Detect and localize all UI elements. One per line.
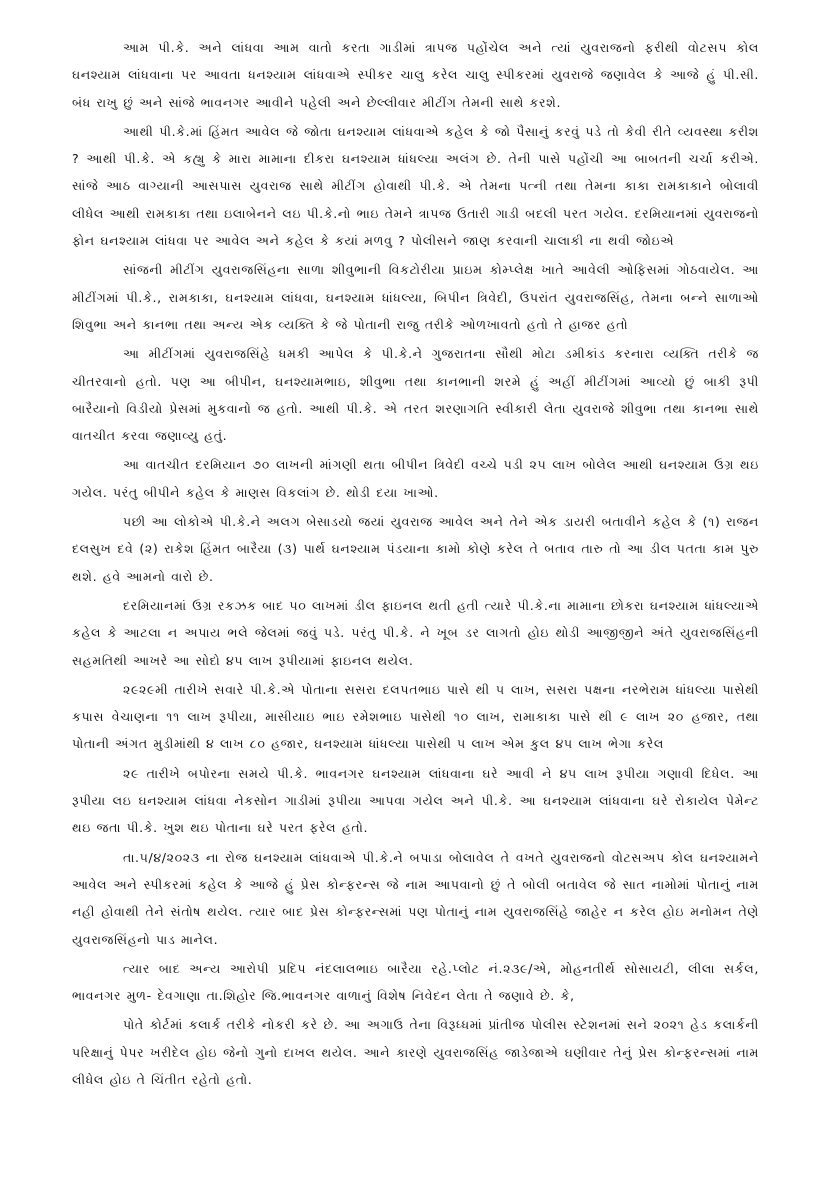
paragraph-10: તા.૫/૪/૨૦૨૩ ના રોજ ઘનશ્યામ લાંધવાએ પી.કે.ને બપાડા બોલાવેલ તે વખતે યુવરાજનો વોટસઅપ કોલ ઘનશ્યામને આવેલ અને સ્પીકરમાં કહેલ કે આજે હું પ્રેસ કોન્ફરન્સ જે નામ આપવાનો છું તે બોલી બતાવેલ જે સાત નામોમાં પોતાનું નામ નહી હોવાથી તેને સંતોષ થયેલ. ત્યાર બાદ પ્રેસ કોન્ફરન્સમાં પણ પોતાનું નામ યુવરાજસિંહે જાહેર ન કરેલ હોઇ મનોમન તેણે યુવરાજસિંહનો પાડ માનેલ. <box>72 849 759 947</box>
paragraph-5: આ વાતચીત દરમિયાન ૭૦ લાખની માંગણી થતા બીપીન ત્રિવેદી વચ્ચે પડી ૨૫ લાખ બોલેલ આથી ઘનશ્યામ ઉગ્ર થઇ ગયેલ. પરંતુ બીપીને કહેલ કે માણસ વિકલાંગ છે. થોડી દયા ખાઓ. <box>72 457 759 500</box>
paragraph-12: પોતે કોર્ટમાં કલાર્ક તરીકે નોકરી કરે છે. આ અગાઉ તેના વિરૂધ્ધમાં પ્રાંતીજ પોલીસ સ્ટેશનમાં સને ૨૦૨૧ હેડ કલાર્કની પરિક્ષાનું પેપર ખરીદેલ હોઇ જેનો ગુનો દાખલ થયેલ. આને કારણે યુવરાજસિંહ જાડેજાએ ઘણીવાર તેનું પ્રેસ કોન્ફરન્સમાં નામ લીધેલ હોઇ તે ચિંતીત રહેતો હતો. <box>72 1017 759 1087</box>
paragraph-7: દરમિયાનમાં ઉગ્ર રકઝક બાદ ૫૦ લાખમાં ડીલ ફાઇનલ થતી હતી ત્યારે પી.કે.ના મામાના છોકરા ઘનશ્યામ ધાંધલ્યાએ કહેલ કે આટલા ન અપાય ભલે જેલમાં જવું પડે. પરંતુ પી.કે. ને ખૂબ ડર લાગતો હોઇ થોડી આજીજીને અંતે યુવરાજસિંહની સહમતિથી આખરે આ સોદો ૪૫ લાખ રૂપીયામાં ફાઇનલ થયેલ. <box>72 597 759 668</box>
paragraph-11: ત્યાર બાદ અન્ય આરોપી પ્રદિપ નંદલાલભાઇ બારૈયા રહે.પ્લોટ નં.૨૩૯/એ, મોહનતીર્થ સોસાયટી, લીલા સર્કલ, ભાવનગર મુળ- દેવગાણા તા.શિહોર જિ.ભાવનગર વાળાનું વિશેષ નિવેદન લેતા તે જણાવે છે. કે, <box>72 960 759 1004</box>
paragraph-4: આ મીટીંગમાં યુવરાજસિંહે ધમકી આપેલ કે પી.કે.ને ગુજરાતના સૌથી મોટા ડમીકાંડ કરનારા વ્યક્તિ તરીકે જ ચીતરવાનો હતો. પણ આ બીપીન, ઘનશ્યામભાઇ, શીવુભા તથા કાનભાની શરમે હું અહીં મીટીંગમાં આવ્યો છું બાકી રૂપી બારૈયાનો વિડીયો પ્રેસમાં મુકવાનો જ હતો. આથી પી.કે. એ તરત શરણાગતિ સ્વીકારી લેતા યુવરાજે શીવુભા તથા કાનભા સાથે વાતચીત કરવા જણાવ્યુ હતું. <box>72 346 759 444</box>
paragraph-1: આમ પી.કે. અને લાંધવા આમ વાતો કરતા ગાડીમાં ત્રાપજ પહોંચેલ અને ત્યાં યુવરાજનો ફરીથી વોટસપ કોલ ઘનશ્યામ લાંધવાના પર આવતા ધનશ્યામ લાંધવાએ સ્પીકર ચાલુ કરેલ ચાલુ સ્પીકરમાં યુવરાજે જણાવેલ કે આજે હું પી.સી. બંધ રાખુ છું અને સાંજે ભાવનગર આવીને પહેલી અને છેલ્લીવાર મીટીંગ તેમની સાથે કરશે. <box>72 40 759 110</box>
paragraph-3: સાંજની મીટીંગ યુવરાજસિંહના સાળા શીવુભાની વિકટોરીયા પ્રાઇમ કોમ્પ્લેક્ષ ખાતે આવેલી ઓફિસમાં ગોઠવાયેલ. આ મીટીંગમાં પી.કે., રામકાકા, ઘનશ્યામ લાંધવા, ઘનશ્યામ ધાંધલ્યા, બિપીન ત્રિવેદી, ઉપરાંત યુવરાજસિંહ, તેમના બન્ને સાળાઓ શિવુભા અને કાનભા તથા અન્ય એક વ્યક્તિ કે જે પોતાની રાજુ તરીકે ઓળખાવતો હતો તે હાજર હતો <box>72 262 759 332</box>
paragraph-8: ૨૯૨૯મી તારીખે સવારે પી.કે.એ પોતાના સસરા દલપતભાઇ પાસે થી ૫ લાખ, સસરા પક્ષના નરભેરામ ધાંધલ્યા પાસેથી કપાસ વેચાણના ૧૧ લાખ રૂપીયા, માસીયાઇ ભાઇ રમેશભાઇ પાસેથી ૧૦ લાખ, રામાકાકા પાસે થી ૯ લાખ ૨૦ હજાર, તથા પોતાની અંગત મુડીમાંથી ૪ લાખ ૮૦ હજાર, ઘનશ્યામ ધાંધલ્યા પાસેથી ૫ લાખ એમ કુલ ૪૫ લાખ ભેગા કરેલ <box>72 681 759 752</box>
paragraph-6: પછી આ લોકોએ પી.કે.ને અલગ બેસાડયો જયાં યુવરાજ આવેલ અને તેને એક ડાયરી બતાવીને કહેલ કે (૧) રાજન દલસુખ દવે (૨) રાકેશ હિંમત બારૈયા (૩) પાર્થ ઘનશ્યામ પંડયાના કામો કોણે કરેલ તે બતાવ તારુ તો આ ડીલ પતતા કામ પુરુ થશે. હવે આમનો વારો છે. <box>72 514 759 584</box>
paragraph-9: ૨૯ તારીખે બપોરના સમયે પી.કે. ભાવનગર ઘનશ્યામ લાંધવાના ઘરે આવી ને ૪૫ લાખ રૂપીયા ગણાવી દિધેલ. આ રૂપીયા લઇ ઘનશ્યામ લાંધવા નેકસોન ગાડીમાં રૂપીયા આપવા ગયેલ અને પી.કે. આ ઘનશ્યામ લાંધવાના ઘરે રોકાયેલ પેમેન્ટ થઇ જતા પી.કે. ખુશ થઇ પોતાના ઘરે પરત ફરેલ હતો. <box>72 765 759 836</box>
paragraph-2: આથી પી.કે.માં હિંમત આવેલ જે જોતા ઘનશ્યામ લાંધવાએ કહેલ કે જો પૈસાનું કરવું પડે તો કેવી રીતે વ્યવસ્થા કરીશ ? આથી પી.કે. એ કહ્યુ કે મારા મામાના દીકરા ઘનશ્યામ ધાંધલ્યા અલંગ છે. તેની પાસે પહોંચી આ બાબતની ચર્ચા કરીએ. સાંજે આઠ વાગ્યાની આસપાસ યુવરાજ સાથે મીટીંગ હોવાથી પી.કે. એ તેમના પત્ની તથા તેમના કાકા રામકાકાને બોલાવી લીધેલ આથી રામકાકા તથા ઇલાબેનને લઇ પી.કે.નો ભાઇ તેમને ત્રાપજ ઉતારી ગાડી બદલી પરત ગયેલ. દરમિયાનમાં યુવરાજનો ફોન ઘનશ્યામ લાંધવા પર આવેલ અને કહેલ કે કયાં મળવુ ? પોલીસને જાણ કરવાની ચાલાકી ના થવી જોઇએ <box>72 123 759 249</box>
